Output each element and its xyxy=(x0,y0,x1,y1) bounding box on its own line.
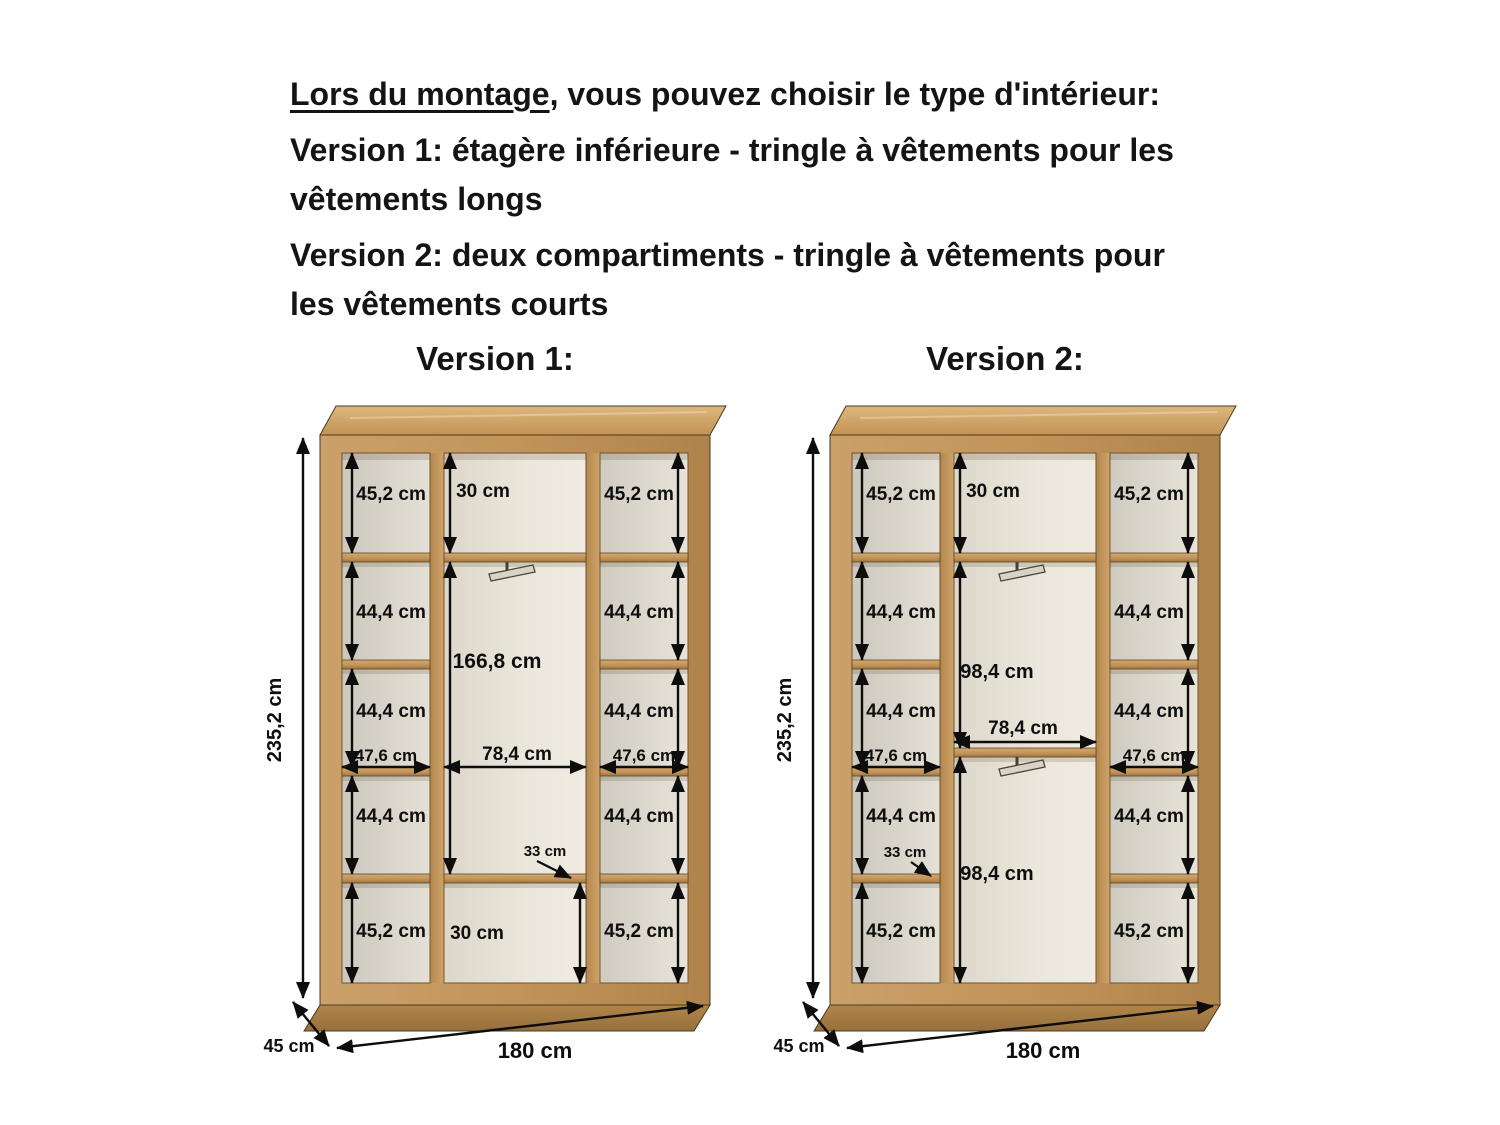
v2-depth-label: 45 cm xyxy=(773,1036,825,1056)
diagram-version-2 xyxy=(755,340,1255,1090)
v1-right-cell5-label: 45,2 cm xyxy=(604,921,674,942)
v1-middle-opening xyxy=(444,453,586,983)
v2-middle-top-label: 30 cm xyxy=(966,481,1020,502)
v2-height-label: 235,2 cm xyxy=(774,677,796,763)
v2-left-cell1-label: 45,2 cm xyxy=(866,484,936,505)
v2-shelf-depth-label: 33 cm xyxy=(883,844,927,861)
v2-middle-lower-label: 98,4 cm xyxy=(960,863,1034,885)
v1-height-dimension xyxy=(264,438,303,998)
v1-middle-bottom-label: 30 cm xyxy=(450,923,504,944)
v1-left-cell1-label: 45,2 cm xyxy=(356,484,426,505)
v2-right-cell1-label: 45,2 cm xyxy=(1114,484,1184,505)
v1-partition-left xyxy=(430,453,444,983)
version2-wardrobe-illustration xyxy=(755,390,1255,1090)
v2-right-cell3-label: 44,4 cm xyxy=(1114,701,1184,722)
intro-heading-underlined: Lors du montage xyxy=(290,76,550,112)
v2-width-label: 180 cm xyxy=(1005,1038,1081,1063)
version2-description-line2: les vêtements courts xyxy=(290,286,609,322)
v2-partition-right xyxy=(1096,453,1110,983)
intro-heading xyxy=(290,70,1220,119)
v1-right-width-label: 47,6 cm xyxy=(612,746,676,765)
v1-left-cell5-label: 45,2 cm xyxy=(356,921,426,942)
diagram-version-1 xyxy=(245,340,745,1090)
v2-left-cell3-label: 44,4 cm xyxy=(866,701,936,722)
intro-text xyxy=(290,70,1220,329)
v2-height-dimension xyxy=(774,438,813,998)
version1-wardrobe-illustration xyxy=(245,390,745,1090)
v2-middle-width-label: 78,4 cm xyxy=(988,718,1058,739)
v1-shelf-depth-label: 33 cm xyxy=(523,843,567,860)
v1-right-cell4-label: 44,4 cm xyxy=(604,806,674,827)
v1-left-cell2-label: 44,4 cm xyxy=(356,602,426,623)
v1-left-width-label: 47,6 cm xyxy=(354,746,418,765)
v2-right-cell4-label: 44,4 cm xyxy=(1114,806,1184,827)
v1-height-label: 235,2 cm xyxy=(264,677,286,763)
v2-partition-left xyxy=(940,453,954,983)
v2-top-face xyxy=(830,406,1236,435)
version1-description-line1: Version 1: étagère inférieure - tringle à vêtements pour les xyxy=(290,132,1174,168)
v1-bottom-face xyxy=(304,1005,710,1031)
v2-left-cell5-label: 45,2 cm xyxy=(866,921,936,942)
v1-right-cell3-label: 44,4 cm xyxy=(604,701,674,722)
intro-heading-rest: , vous pouvez choisir le type d'intérieur: xyxy=(549,76,1160,112)
v1-right-cell1-label: 45,2 cm xyxy=(604,484,674,505)
version1-description-line2: vêtements longs xyxy=(290,181,543,217)
v2-middle-upper-label: 98,4 cm xyxy=(960,661,1034,683)
v2-left-cell4-label: 44,4 cm xyxy=(866,806,936,827)
version2-title: Version 2: xyxy=(926,340,1084,377)
v1-middle-width-label: 78,4 cm xyxy=(482,744,552,765)
v2-left-cell2-label: 44,4 cm xyxy=(866,602,936,623)
v2-right-width-label: 47,6 cm xyxy=(1122,746,1186,765)
v1-middle-top-label: 30 cm xyxy=(456,481,510,502)
v1-left-cell4-label: 44,4 cm xyxy=(356,806,426,827)
version1-title: Version 1: xyxy=(416,340,574,377)
v2-right-cell5-label: 45,2 cm xyxy=(1114,921,1184,942)
v1-middle-main-label: 166,8 cm xyxy=(452,650,542,673)
version2-description-line1: Version 2: deux compartiments - tringle à vêtements pour xyxy=(290,237,1165,273)
v1-width-label: 180 cm xyxy=(497,1038,573,1063)
v1-top-face xyxy=(320,406,726,435)
v1-left-cell3-label: 44,4 cm xyxy=(356,701,426,722)
v1-depth-label: 45 cm xyxy=(263,1036,315,1056)
v2-bottom-face xyxy=(814,1005,1220,1031)
v2-left-width-label: 47,6 cm xyxy=(864,746,928,765)
v2-right-cell2-label: 44,4 cm xyxy=(1114,602,1184,623)
v1-right-cell2-label: 44,4 cm xyxy=(604,602,674,623)
v1-partition-right xyxy=(586,453,600,983)
